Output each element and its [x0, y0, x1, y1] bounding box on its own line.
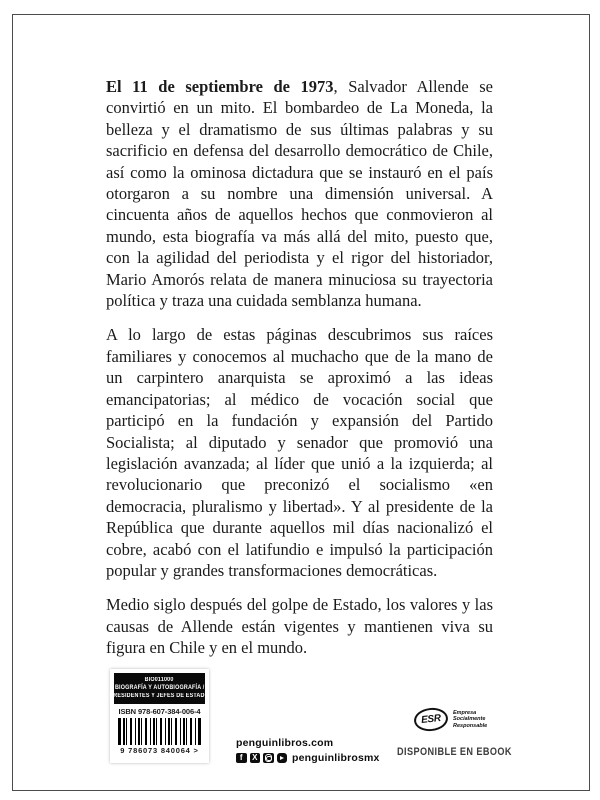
- bisac-code: BIO011000: [145, 677, 174, 683]
- social-row: [236, 752, 380, 764]
- esr-label-line1: Empresa: [453, 709, 477, 716]
- synopsis-paragraph-3: Medio siglo después del golpe de Estado, los valores y las causas de Allende están vigentes y mantienen viva su figura en Chile y en el mundo.: [106, 595, 493, 658]
- synopsis-text: [106, 76, 493, 672]
- barcode-number: 9 786073 840064 >: [120, 745, 199, 755]
- synopsis-paragraph-1: [106, 76, 493, 311]
- publisher-block: [236, 737, 380, 764]
- esr-badge: [414, 708, 487, 731]
- esr-label: [453, 710, 487, 730]
- barcode-bars: [118, 718, 201, 745]
- esr-logo-icon: ESR: [413, 706, 449, 732]
- social-handle: penguinlibrosmx: [292, 752, 380, 764]
- synopsis-paragraph-2: A lo largo de estas páginas descubrimos sus raíces familiares y conocemos al muchacho que de la mano de un carpintero anarquista se aproximó a las ideas emancipatorias; al médico de vocación social que participó en la fundación y expansión del Partido Socialista; al diputado y senador que promovió una legislación avanzada; al líder que unió a la izquierda; al revolucionario que preconizó el socialismo «en democracia, pluralismo y libertad». Y al presidente de la República que durante aquellos mil días nacionalizó el cobre, acabó con el latifundio e impulsó la participación popular y grandes transformaciones democráticas.: [106, 325, 493, 580]
- barcode-sticker: [110, 669, 209, 763]
- publisher-website: penguinlibros.com: [236, 737, 334, 749]
- bisac-category-box: [109, 673, 210, 704]
- x-icon: X: [250, 753, 261, 764]
- youtube-icon: [277, 753, 288, 764]
- synopsis-paragraph-1-rest: , Salvador Allende se convirtió en un mito. El bombardeo de La Moneda, la belleza y el dramatismo de sus últimas palabras y su sacrificio en defensa del desarrollo democrático de Chile, así como la ominosa dictadura que se instauró en el país otorgaron a su nombre una dimensión universal. A cincuenta años de aquellos hechos que conmovieron al mundo, esta biografía va más allá del mito, puesto que, con la agilidad del periodista y el rigor del historiador, Mario Amorós relata de manera minuciosa su trayectoria política y traza una cuidada semblanza humana.: [106, 77, 493, 311]
- synopsis-lead-date: El 11 de septiembre de 1973: [106, 77, 334, 96]
- instagram-icon: [263, 753, 274, 764]
- esr-label-line2: Socialmente: [453, 716, 486, 723]
- ebook-availability-text: DISPONIBLE EN EBOOK: [397, 746, 512, 758]
- category-line-2: PRESIDENTES Y JEFES DE ESTADO: [109, 693, 210, 699]
- isbn-text: ISBN 978-607-384-006-4: [118, 706, 201, 716]
- facebook-icon: f: [236, 753, 247, 764]
- category-line-1: BIOGRAFÍA Y AUTOBIOGRAFÍA /: [114, 685, 205, 691]
- esr-label-line3: Responsable: [453, 722, 488, 729]
